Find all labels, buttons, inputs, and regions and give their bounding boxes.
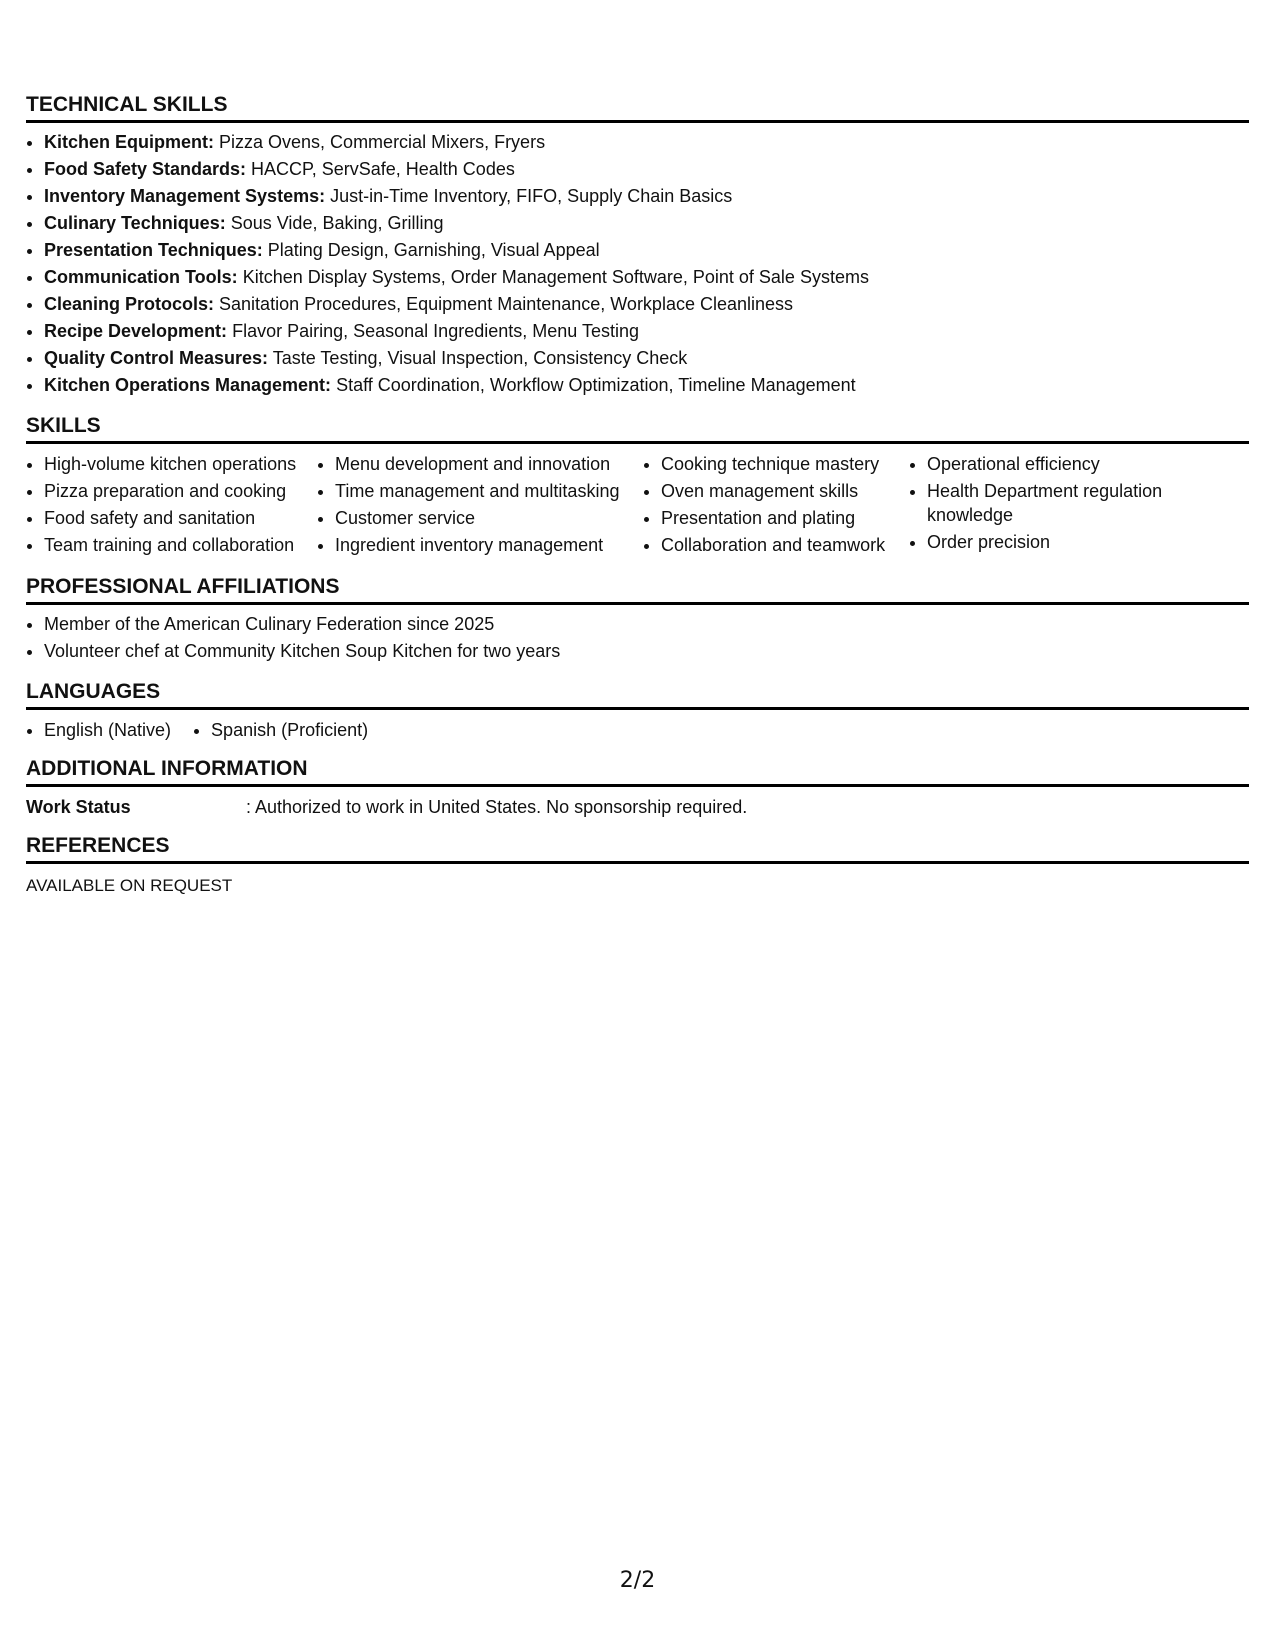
technical-skill-item: • Kitchen Operations Management: Staff Coordination, Workflow Optimization, Timeline Management bbox=[44, 372, 1249, 399]
technical-skill-item: • Inventory Management Systems: Just-in-Time Inventory, FIFO, Supply Chain Basics bbox=[44, 183, 1249, 210]
technical-skills-list bbox=[26, 129, 1249, 399]
technical-skill-item: • Cleaning Protocols: Sanitation Procedures, Equipment Maintenance, Workplace Cleanliness bbox=[44, 291, 1249, 318]
skill-item: • Presentation and plating bbox=[661, 506, 893, 530]
affiliation-item: • Member of the American Culinary Federation since 2025 bbox=[44, 611, 1249, 638]
page-number: 2/2 bbox=[619, 1568, 656, 1593]
skill-item: • Time management and multitasking bbox=[335, 479, 627, 503]
technical-skill-item: • Kitchen Equipment: Pizza Ovens, Commercial Mixers, Fryers bbox=[44, 129, 1249, 156]
resume-page bbox=[26, 92, 1249, 912]
skill-item: • Oven management skills bbox=[661, 479, 893, 503]
technical-skills-section bbox=[26, 92, 1249, 399]
references-text: AVAILABLE ON REQUEST bbox=[26, 876, 233, 895]
technical-skill-item: • Culinary Techniques: Sous Vide, Baking, Grilling bbox=[44, 210, 1249, 237]
skills-section bbox=[26, 413, 1249, 560]
work-status-label: Work Status bbox=[26, 797, 131, 817]
additional-info-section bbox=[26, 756, 1249, 819]
affiliation-item: • Volunteer chef at Community Kitchen Soup Kitchen for two years bbox=[44, 638, 1249, 665]
skill-item: • Ingredient inventory management bbox=[335, 533, 627, 557]
skill-item: • Health Department regulation knowledge bbox=[927, 479, 1199, 527]
skill-item: • Order precision bbox=[927, 530, 1199, 554]
technical-skill-item: • Communication Tools: Kitchen Display Systems, Order Management Software, Point of Sale Systems bbox=[44, 264, 1249, 291]
additional-info-heading: ADDITIONAL INFORMATION bbox=[26, 756, 1249, 787]
work-status-row bbox=[26, 795, 1249, 819]
skill-item: • Food safety and sanitation bbox=[44, 506, 301, 530]
skill-item: • Menu development and innovation bbox=[335, 452, 627, 476]
skill-item: • Collaboration and teamwork bbox=[661, 533, 893, 557]
skills-heading: SKILLS bbox=[26, 413, 1249, 444]
affiliations-list bbox=[26, 611, 1249, 665]
references-section bbox=[26, 833, 1249, 898]
affiliations-section bbox=[26, 574, 1249, 665]
languages-section bbox=[26, 679, 1249, 742]
language-item: • English (Native) bbox=[44, 718, 171, 742]
skills-column-4 bbox=[893, 452, 1199, 560]
skills-column-2 bbox=[301, 452, 627, 560]
references-heading: REFERENCES bbox=[26, 833, 1249, 864]
skill-item: • Pizza preparation and cooking bbox=[44, 479, 301, 503]
skill-item: • High-volume kitchen operations bbox=[44, 452, 301, 476]
work-status-value: : Authorized to work in United States. No sponsorship required. bbox=[246, 797, 748, 817]
skill-item: • Customer service bbox=[335, 506, 627, 530]
skills-column-3 bbox=[627, 452, 893, 560]
language-item: • Spanish (Proficient) bbox=[211, 718, 368, 742]
skill-item: • Cooking technique mastery bbox=[661, 452, 893, 476]
languages-heading: LANGUAGES bbox=[26, 679, 1249, 710]
skills-grid bbox=[26, 452, 1249, 560]
affiliations-heading: PROFESSIONAL AFFILIATIONS bbox=[26, 574, 1249, 605]
technical-skill-item: • Recipe Development: Flavor Pairing, Seasonal Ingredients, Menu Testing bbox=[44, 318, 1249, 345]
languages-list bbox=[26, 718, 1249, 742]
technical-skill-item: • Food Safety Standards: HACCP, ServSafe, Health Codes bbox=[44, 156, 1249, 183]
skills-column-1 bbox=[26, 452, 301, 560]
skill-item: • Operational efficiency bbox=[927, 452, 1199, 476]
technical-skill-item: • Presentation Techniques: Plating Design, Garnishing, Visual Appeal bbox=[44, 237, 1249, 264]
technical-skill-item: • Quality Control Measures: Taste Testing, Visual Inspection, Consistency Check bbox=[44, 345, 1249, 372]
skill-item: • Team training and collaboration bbox=[44, 533, 301, 557]
technical-skills-heading: TECHNICAL SKILLS bbox=[26, 92, 1249, 123]
